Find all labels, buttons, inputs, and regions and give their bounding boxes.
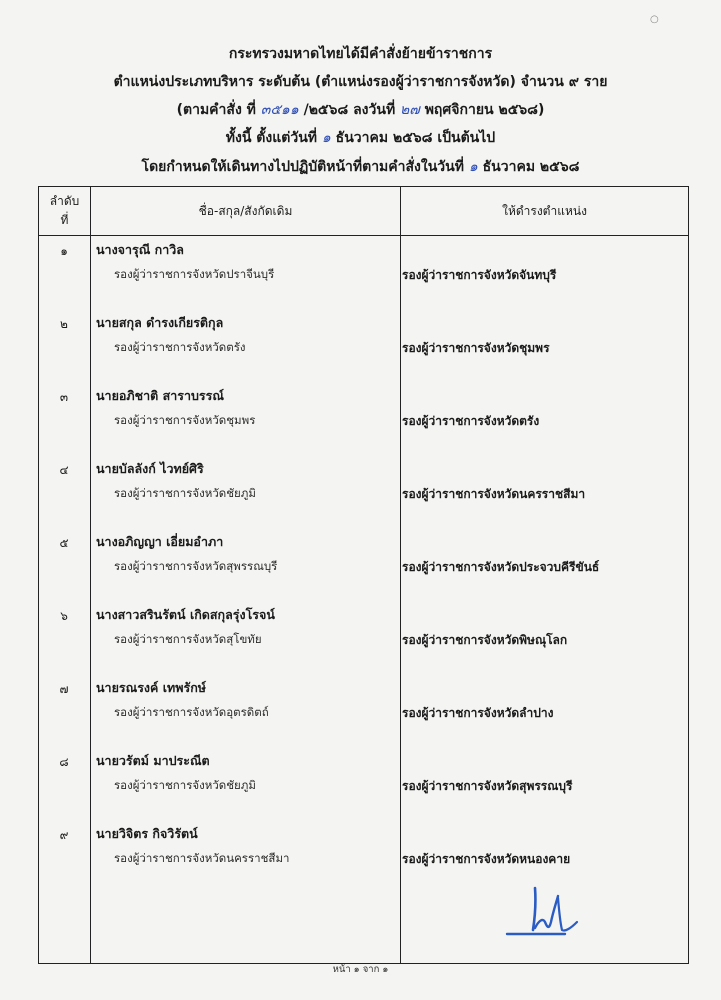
new-position: รองผู้ว่าราชการจังหวัดหนองคาย [402, 852, 571, 866]
row-number: ๖ [60, 609, 68, 623]
former-position: รองผู้ว่าราชการจังหวัดชัยภูมิ [114, 778, 256, 792]
table-row [38, 307, 688, 367]
corner-mark: ○ [650, 14, 659, 25]
col-header-order-line1: ลำดับ [49, 194, 80, 208]
former-position: รองผู้ว่าราชการจังหวัดนครราชสีมา [114, 851, 290, 865]
header-line-1: กระทรวงมหาดไทยได้มีคำสั่งย้ายข้าราชการ [228, 46, 493, 62]
order-label: (ตามคำสั่ง ที่ [176, 102, 256, 118]
row-number: ๕ [59, 536, 69, 550]
person-name: นายสกุล ดำรงเกียรติกุล [96, 315, 224, 330]
former-position: รองผู้ว่าราชการจังหวัดสุโขทัย [114, 632, 262, 646]
effective-month-year: ธันวาคม ๒๕๖๘ เป็นต้นไป [335, 130, 496, 146]
signature [505, 882, 595, 942]
former-position: รองผู้ว่าราชการจังหวัดสุพรรณบุรี [114, 559, 278, 573]
row-number: ๘ [59, 755, 69, 769]
former-position: รองผู้ว่าราชการจังหวัดชัยภูมิ [114, 486, 256, 500]
header-line-4 [0, 131, 721, 145]
row-number: ๑ [60, 244, 68, 258]
header-line-2: ตำแหน่งประเภทบริหาร ระดับต้น (ตำแหน่งรองผู้ว่าราชการจังหวัด) จำนวน ๙ ราย [113, 74, 608, 90]
new-position: รองผู้ว่าราชการจังหวัดประจวบคีรีขันธ์ [402, 560, 600, 574]
report-label: โดยกำหนดให้เดินทางไปปฏิบัติหน้าที่ตามคำสั่งในวันที่ [141, 159, 464, 175]
table-row [38, 672, 688, 732]
row-number: ๙ [59, 828, 69, 842]
table-row [38, 526, 688, 586]
table-row [38, 599, 688, 659]
header-line-5 [0, 160, 721, 174]
report-month-year: ธันวาคม ๒๕๖๘ [482, 159, 580, 175]
new-position: รองผู้ว่าราชการจังหวัดจันทบุรี [402, 268, 557, 282]
order-month-year: พฤศจิกายน ๒๕๖๘) [424, 102, 545, 118]
order-year-label: /๒๕๖๘ ลงวันที่ [303, 102, 396, 118]
effective-day: ๑ [321, 130, 331, 146]
order-day: ๒๗ [400, 102, 420, 118]
person-name: นายวิจิตร กิจวิรัตน์ [96, 826, 198, 841]
table-row [38, 453, 688, 513]
former-position: รองผู้ว่าราชการจังหวัดอุตรดิตถ์ [114, 705, 269, 719]
table-row [38, 818, 688, 878]
col-header-position: ให้ดำรงตำแหน่ง [401, 187, 689, 236]
report-day: ๑ [468, 159, 478, 175]
person-name: นายวรัตม์ มาประณีต [96, 753, 210, 768]
col-header-name: ชื่อ-สกุล/สังกัดเดิม [91, 187, 401, 236]
table-row [38, 745, 688, 805]
new-position: รองผู้ว่าราชการจังหวัดชุมพร [402, 341, 550, 355]
table-row [38, 380, 688, 440]
new-position: รองผู้ว่าราชการจังหวัดลำปาง [402, 706, 554, 720]
new-position: รองผู้ว่าราชการจังหวัดพิษณุโลก [402, 633, 568, 647]
person-name: นางสาวสรินรัตน์ เกิดสกุลรุ่งโรจน์ [96, 607, 275, 622]
person-name: นางอภิญญา เอี่ยมอำภา [96, 534, 224, 549]
effective-label: ทั้งนี้ ตั้งแต่วันที่ [225, 130, 318, 146]
person-name: นายบัลลังก์ ไวทย์ศิริ [96, 461, 204, 476]
new-position: รองผู้ว่าราชการจังหวัดสุพรรณบุรี [402, 779, 573, 793]
table-row [38, 234, 688, 294]
page-number: หน้า ๑ จาก ๑ [332, 964, 389, 975]
new-position: รองผู้ว่าราชการจังหวัดตรัง [402, 414, 540, 428]
row-number: ๒ [60, 317, 68, 331]
row-number: ๗ [59, 682, 69, 696]
person-name: นายอภิชาติ สาราบรรณ์ [96, 388, 224, 403]
former-position: รองผู้ว่าราชการจังหวัดปราจีนบุรี [114, 267, 275, 281]
col-header-order [39, 187, 91, 236]
row-number: ๔ [59, 463, 69, 477]
row-number: ๓ [59, 390, 69, 404]
person-name: นางจารุณี กาวิล [96, 242, 184, 257]
table-header-row [39, 187, 689, 236]
header-line-3 [0, 103, 721, 117]
person-name: นายรณรงค์ เทพรักษ์ [96, 680, 207, 695]
order-number: ๓๕๑๑ [260, 102, 299, 118]
former-position: รองผู้ว่าราชการจังหวัดตรัง [114, 340, 246, 354]
former-position: รองผู้ว่าราชการจังหวัดชุมพร [114, 413, 256, 427]
new-position: รองผู้ว่าราชการจังหวัดนครราชสีมา [402, 487, 586, 501]
col-header-order-line2: ที่ [60, 213, 69, 227]
